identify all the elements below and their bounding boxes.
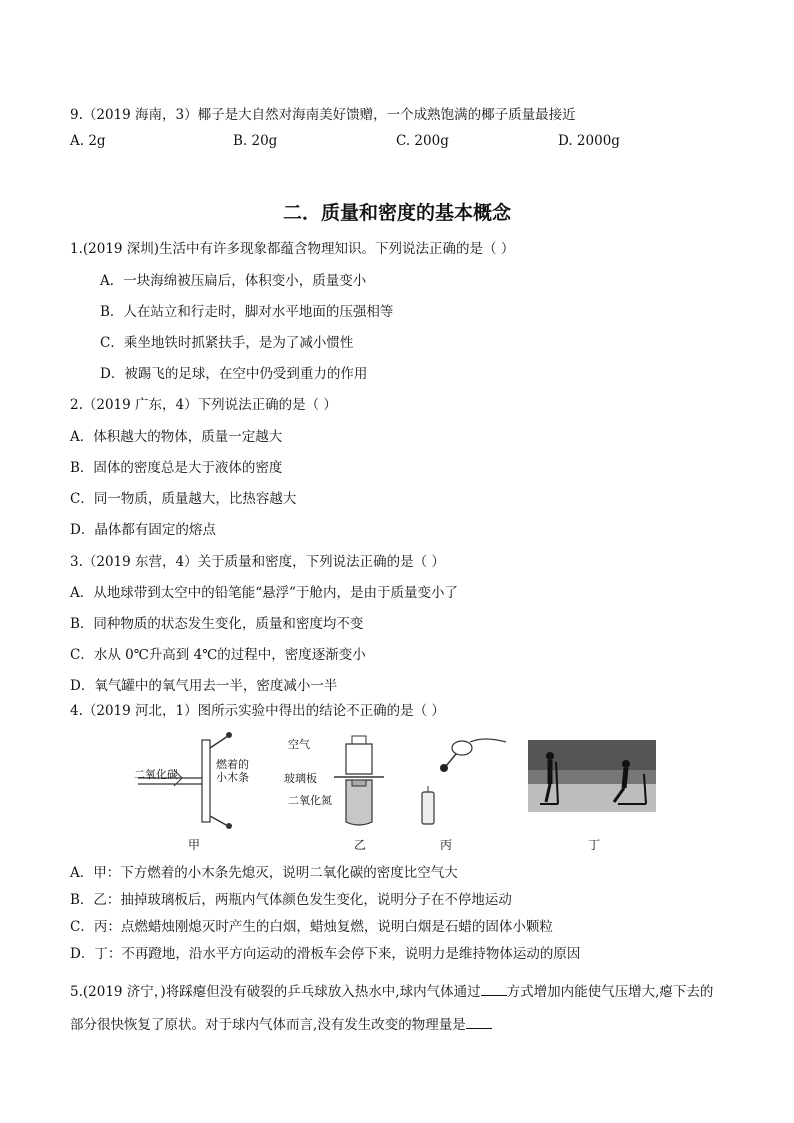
q2-option-c: C．同一物质，质量越大，比热容越大	[70, 491, 297, 507]
caption-jia: 甲	[188, 838, 201, 852]
q4-stem: 4.（2019 河北，1）图所示实验中得出的结论不正确的是（ ）	[70, 703, 445, 719]
q1-stem: 1.(2019 深圳)生活中有许多现象都蕴含物理知识。下列说法正确的是（ ）	[70, 241, 515, 257]
q9-option-a: A. 2g	[70, 133, 106, 149]
caption-bing: 丙	[440, 838, 453, 852]
q4-option-a: A．甲：下方燃着的小木条先熄灭，说明二氧化碳的密度比空气大	[70, 865, 458, 881]
q4-option-b: B．乙：抽掉玻璃板后，两瓶内气体颜色发生变化，说明分子在不停地运动	[70, 892, 512, 908]
q2-option-b: B．固体的密度总是大于液体的密度	[70, 460, 283, 476]
q1-option-b: B．人在站立和行走时，脚对水平地面的压强相等	[100, 304, 394, 320]
answer-blank-2	[466, 1016, 492, 1029]
q1-option-c: C．乘坐地铁时抓紧扶手，是为了减小惯性	[100, 335, 354, 351]
q9-option-d: D. 2000g	[558, 133, 620, 149]
q5-line2	[70, 1013, 492, 1033]
q4-option-c: C．丙：点燃蜡烛刚熄灭时产生的白烟，蜡烛复燃，说明白烟是石蜡的固体小颗粒	[70, 919, 553, 935]
q1-option-a: A．一块海绵被压扁后，体积变小，质量变小	[100, 273, 367, 289]
scooter-photo	[528, 740, 656, 812]
q3-option-b: B．同种物质的状态发生变化，质量和密度均不变	[70, 616, 364, 632]
q9-stem: 9.（2019 海南，3）椰子是大自然对海南美好馈赠，一个成熟饱满的椰子质量最接近	[70, 107, 576, 123]
q5-line1-part2: 方式增加内能使气压增大,瘪下去的	[506, 984, 714, 1000]
q5-line1-part1: 5.(2019 济宁，)将踩瘪但没有破裂的乒乓球放入热水中,球内气体通过	[70, 984, 481, 1000]
q3-option-a: A．从地球带到太空中的铅笔能“悬浮”于舱内，是由于质量变小了	[70, 585, 459, 601]
q9-option-c: C. 200g	[396, 133, 449, 149]
section-title: 二．质量和密度的基本概念	[282, 202, 511, 224]
q3-option-c: C．水从 0℃升高到 4℃的过程中，密度逐渐变小	[70, 647, 366, 663]
figure-yi	[280, 730, 400, 855]
q2-option-a: A．体积越大的物体，质量一定越大	[70, 429, 283, 445]
q4-option-d: D．丁：不再蹬地，沿水平方向运动的滑板车会停下来，说明力是维持物体运动的原因	[70, 946, 581, 962]
q1-option-d: D．被踢飞的足球，在空中仍受到重力的作用	[100, 366, 368, 382]
q9-option-b: B. 20g	[233, 133, 278, 149]
label-air: 空气	[288, 738, 310, 751]
q5-line1	[70, 980, 713, 1000]
figure-ding	[528, 740, 656, 855]
figure-jia	[130, 730, 250, 855]
q3-option-d: D．氧气罐中的氧气用去一半，密度减小一半	[70, 678, 338, 694]
label-burning-stick: 燃着的小木条	[216, 758, 249, 784]
q2-stem: 2.（2019 广东，4）下列说法正确的是（ ）	[70, 397, 337, 413]
label-glass-plate: 玻璃板	[284, 772, 317, 785]
q2-option-d: D．晶体都有固定的熔点	[70, 522, 216, 538]
label-no2: 二氧化氮	[288, 794, 332, 807]
caption-ding: 丁	[588, 838, 601, 852]
label-co2: 二氧化碳	[134, 768, 178, 781]
q4-figures	[130, 730, 670, 855]
q5-line2-part1: 部分很快恢复了原状。对于球内气体而言,没有发生改变的物理量是	[70, 1017, 466, 1033]
caption-yi: 乙	[354, 838, 367, 852]
candle-diagram	[410, 730, 530, 830]
figure-bing	[410, 730, 530, 855]
answer-blank-1	[481, 983, 507, 996]
q3-stem: 3.（2019 东营，4）关于质量和密度，下列说法正确的是（ ）	[70, 554, 445, 570]
